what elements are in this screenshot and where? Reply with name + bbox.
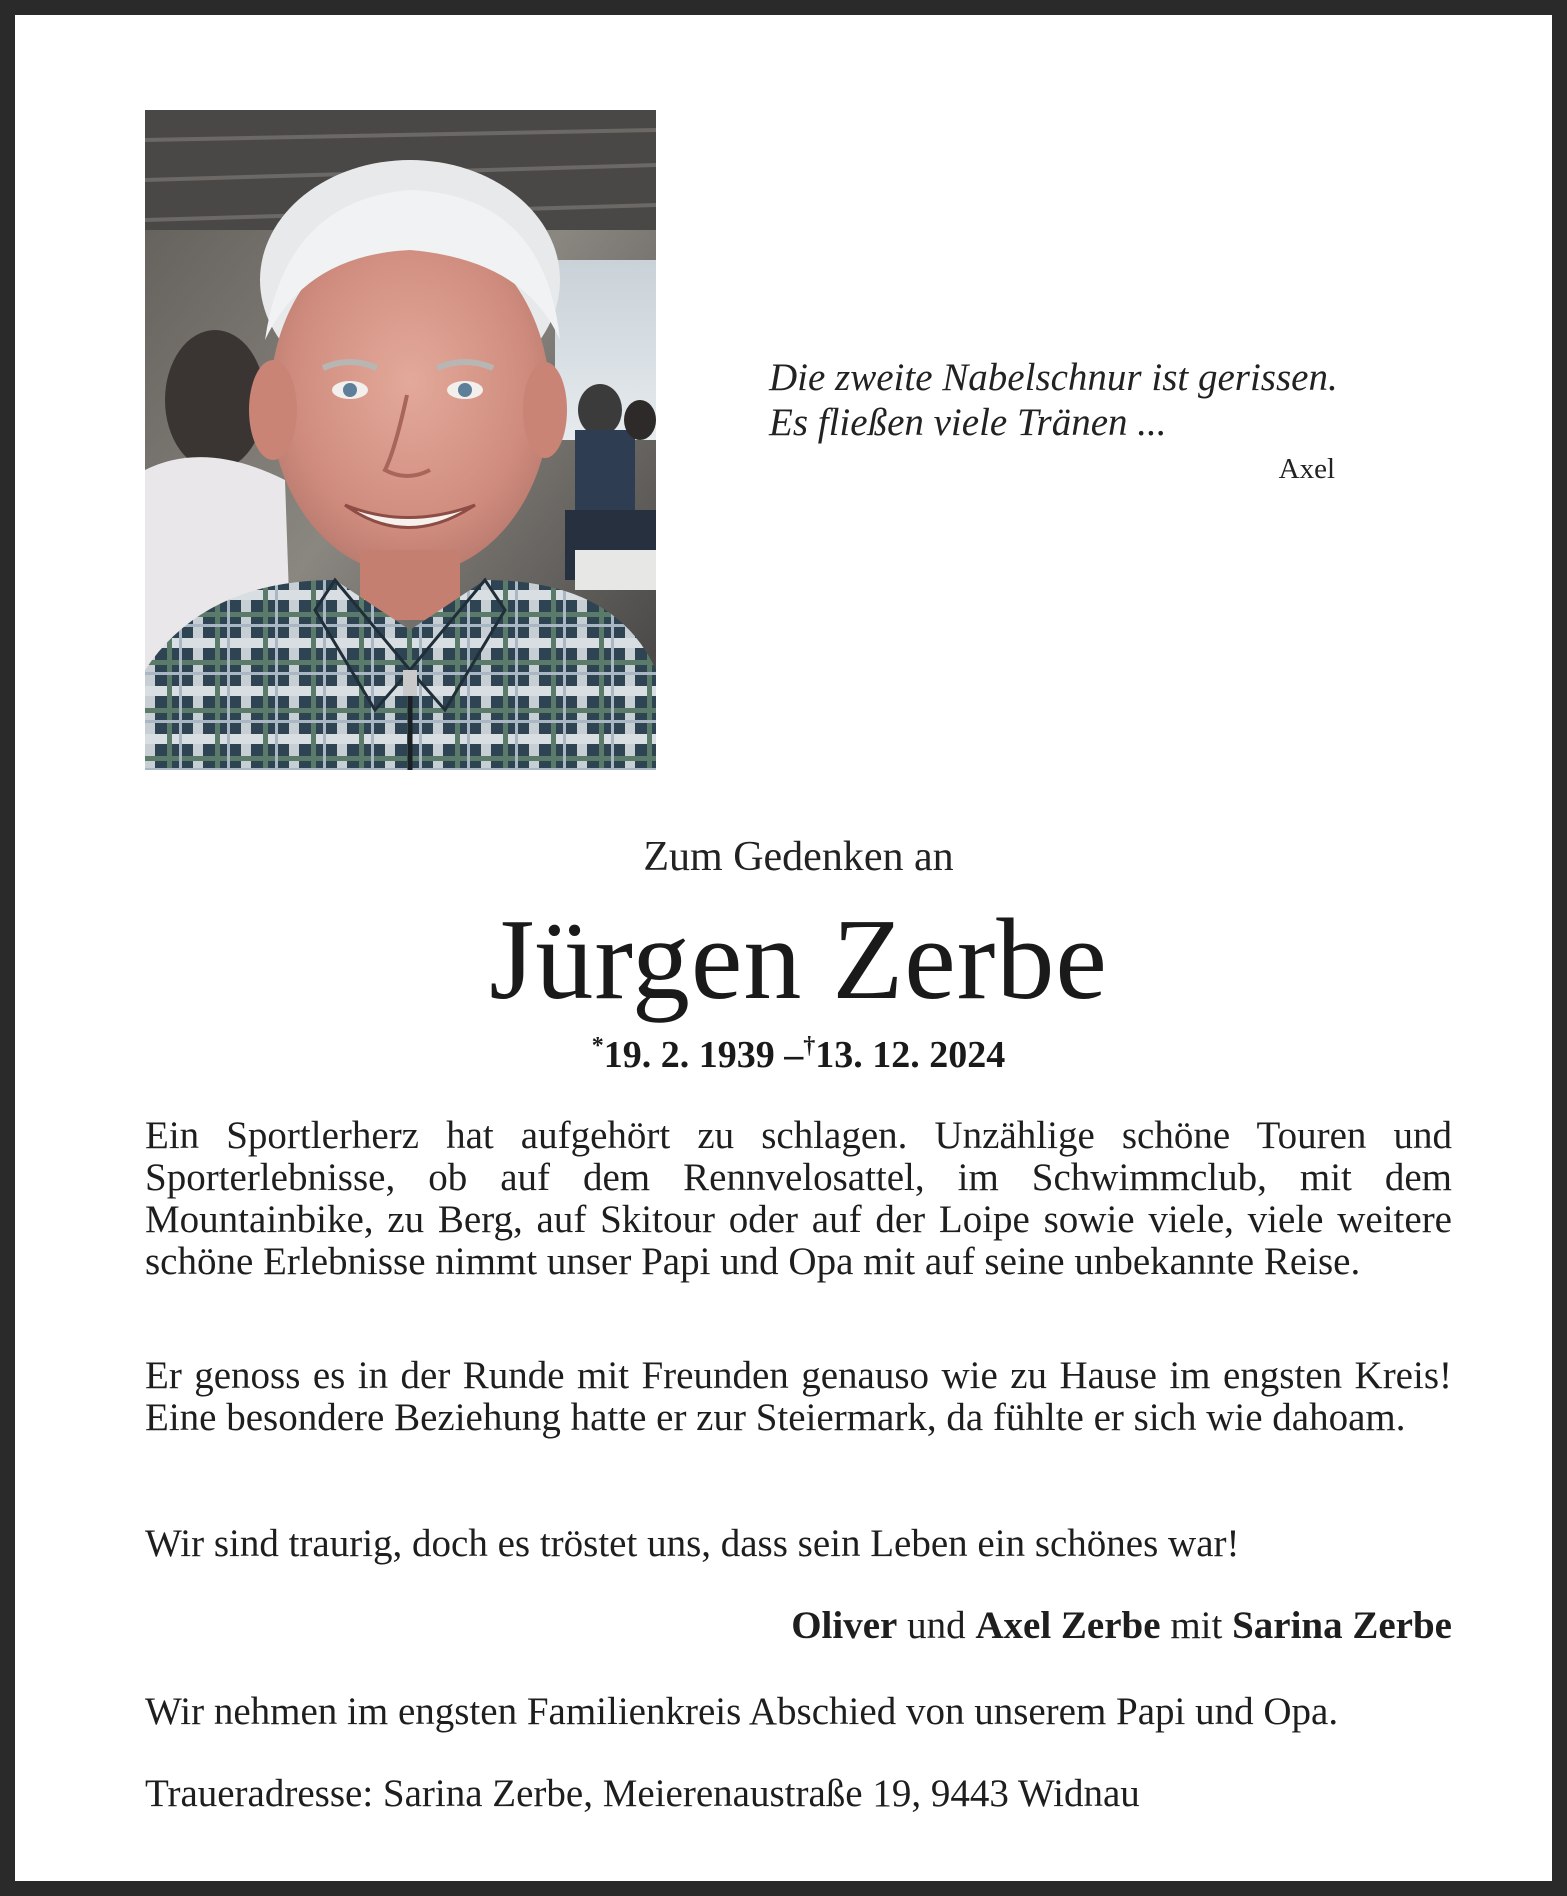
signer-3: Sarina Zerbe bbox=[1232, 1604, 1452, 1647]
signer-1: Oliver bbox=[791, 1604, 898, 1647]
portrait-illustration bbox=[145, 110, 656, 770]
body-paragraph-2: Er genoss es in der Runde mit Freunden genauso wie zu Hause im engsten Kreis! Eine besondere Beziehung hatte er zur Steiermark, da fühlte er sich wie dahoam. bbox=[145, 1354, 1452, 1439]
signer-2: Axel Zerbe bbox=[975, 1604, 1161, 1647]
portrait-photo bbox=[145, 110, 656, 770]
death-symbol: † bbox=[803, 1033, 816, 1059]
birth-symbol: * bbox=[591, 1033, 604, 1059]
farewell-note: Wir nehmen im engsten Familienkreis Abschied von unserem Papi und Opa. bbox=[145, 1690, 1339, 1733]
deceased-name: Jürgen Zerbe bbox=[489, 896, 1108, 1024]
body-paragraph-1: Ein Sportlerherz hat aufgehört zu schlagen. Unzählige schöne Touren und Sporterlebnisse, ob auf dem Rennvelosattel, im Schwimmclub, mit dem Mountainbike, zu Berg, auf Skitour oder auf der Loipe sowie viele, viele weitere schöne Erlebnisse nimmt unser Papi und Opa mit auf seine unbekannte Reise. bbox=[145, 1114, 1452, 1283]
quote-line-1: Die zweite Nabelschnur ist gerissen. bbox=[769, 356, 1338, 399]
quote-line-2: Es fließen viele Tränen ... bbox=[769, 401, 1167, 444]
quote-author: Axel bbox=[1278, 453, 1335, 485]
quote bbox=[769, 355, 1349, 445]
signer-joiner-1: und bbox=[907, 1604, 966, 1647]
birth-date: 19. 2. 1939 bbox=[603, 1034, 775, 1076]
signers bbox=[145, 1605, 1452, 1647]
date-separator: – bbox=[784, 1034, 804, 1076]
death-date: 13. 12. 2024 bbox=[815, 1034, 1006, 1076]
signer-joiner-2: mit bbox=[1170, 1604, 1223, 1647]
memorial-heading: Zum Gedenken an bbox=[643, 834, 954, 880]
mourning-address: Traueradresse: Sarina Zerbe, Meierenaustraße 19, 9443 Widnau bbox=[145, 1772, 1140, 1815]
life-dates bbox=[145, 1033, 1452, 1077]
body-paragraph-3: Wir sind traurig, doch es tröstet uns, dass sein Leben ein schönes war! bbox=[145, 1522, 1240, 1565]
